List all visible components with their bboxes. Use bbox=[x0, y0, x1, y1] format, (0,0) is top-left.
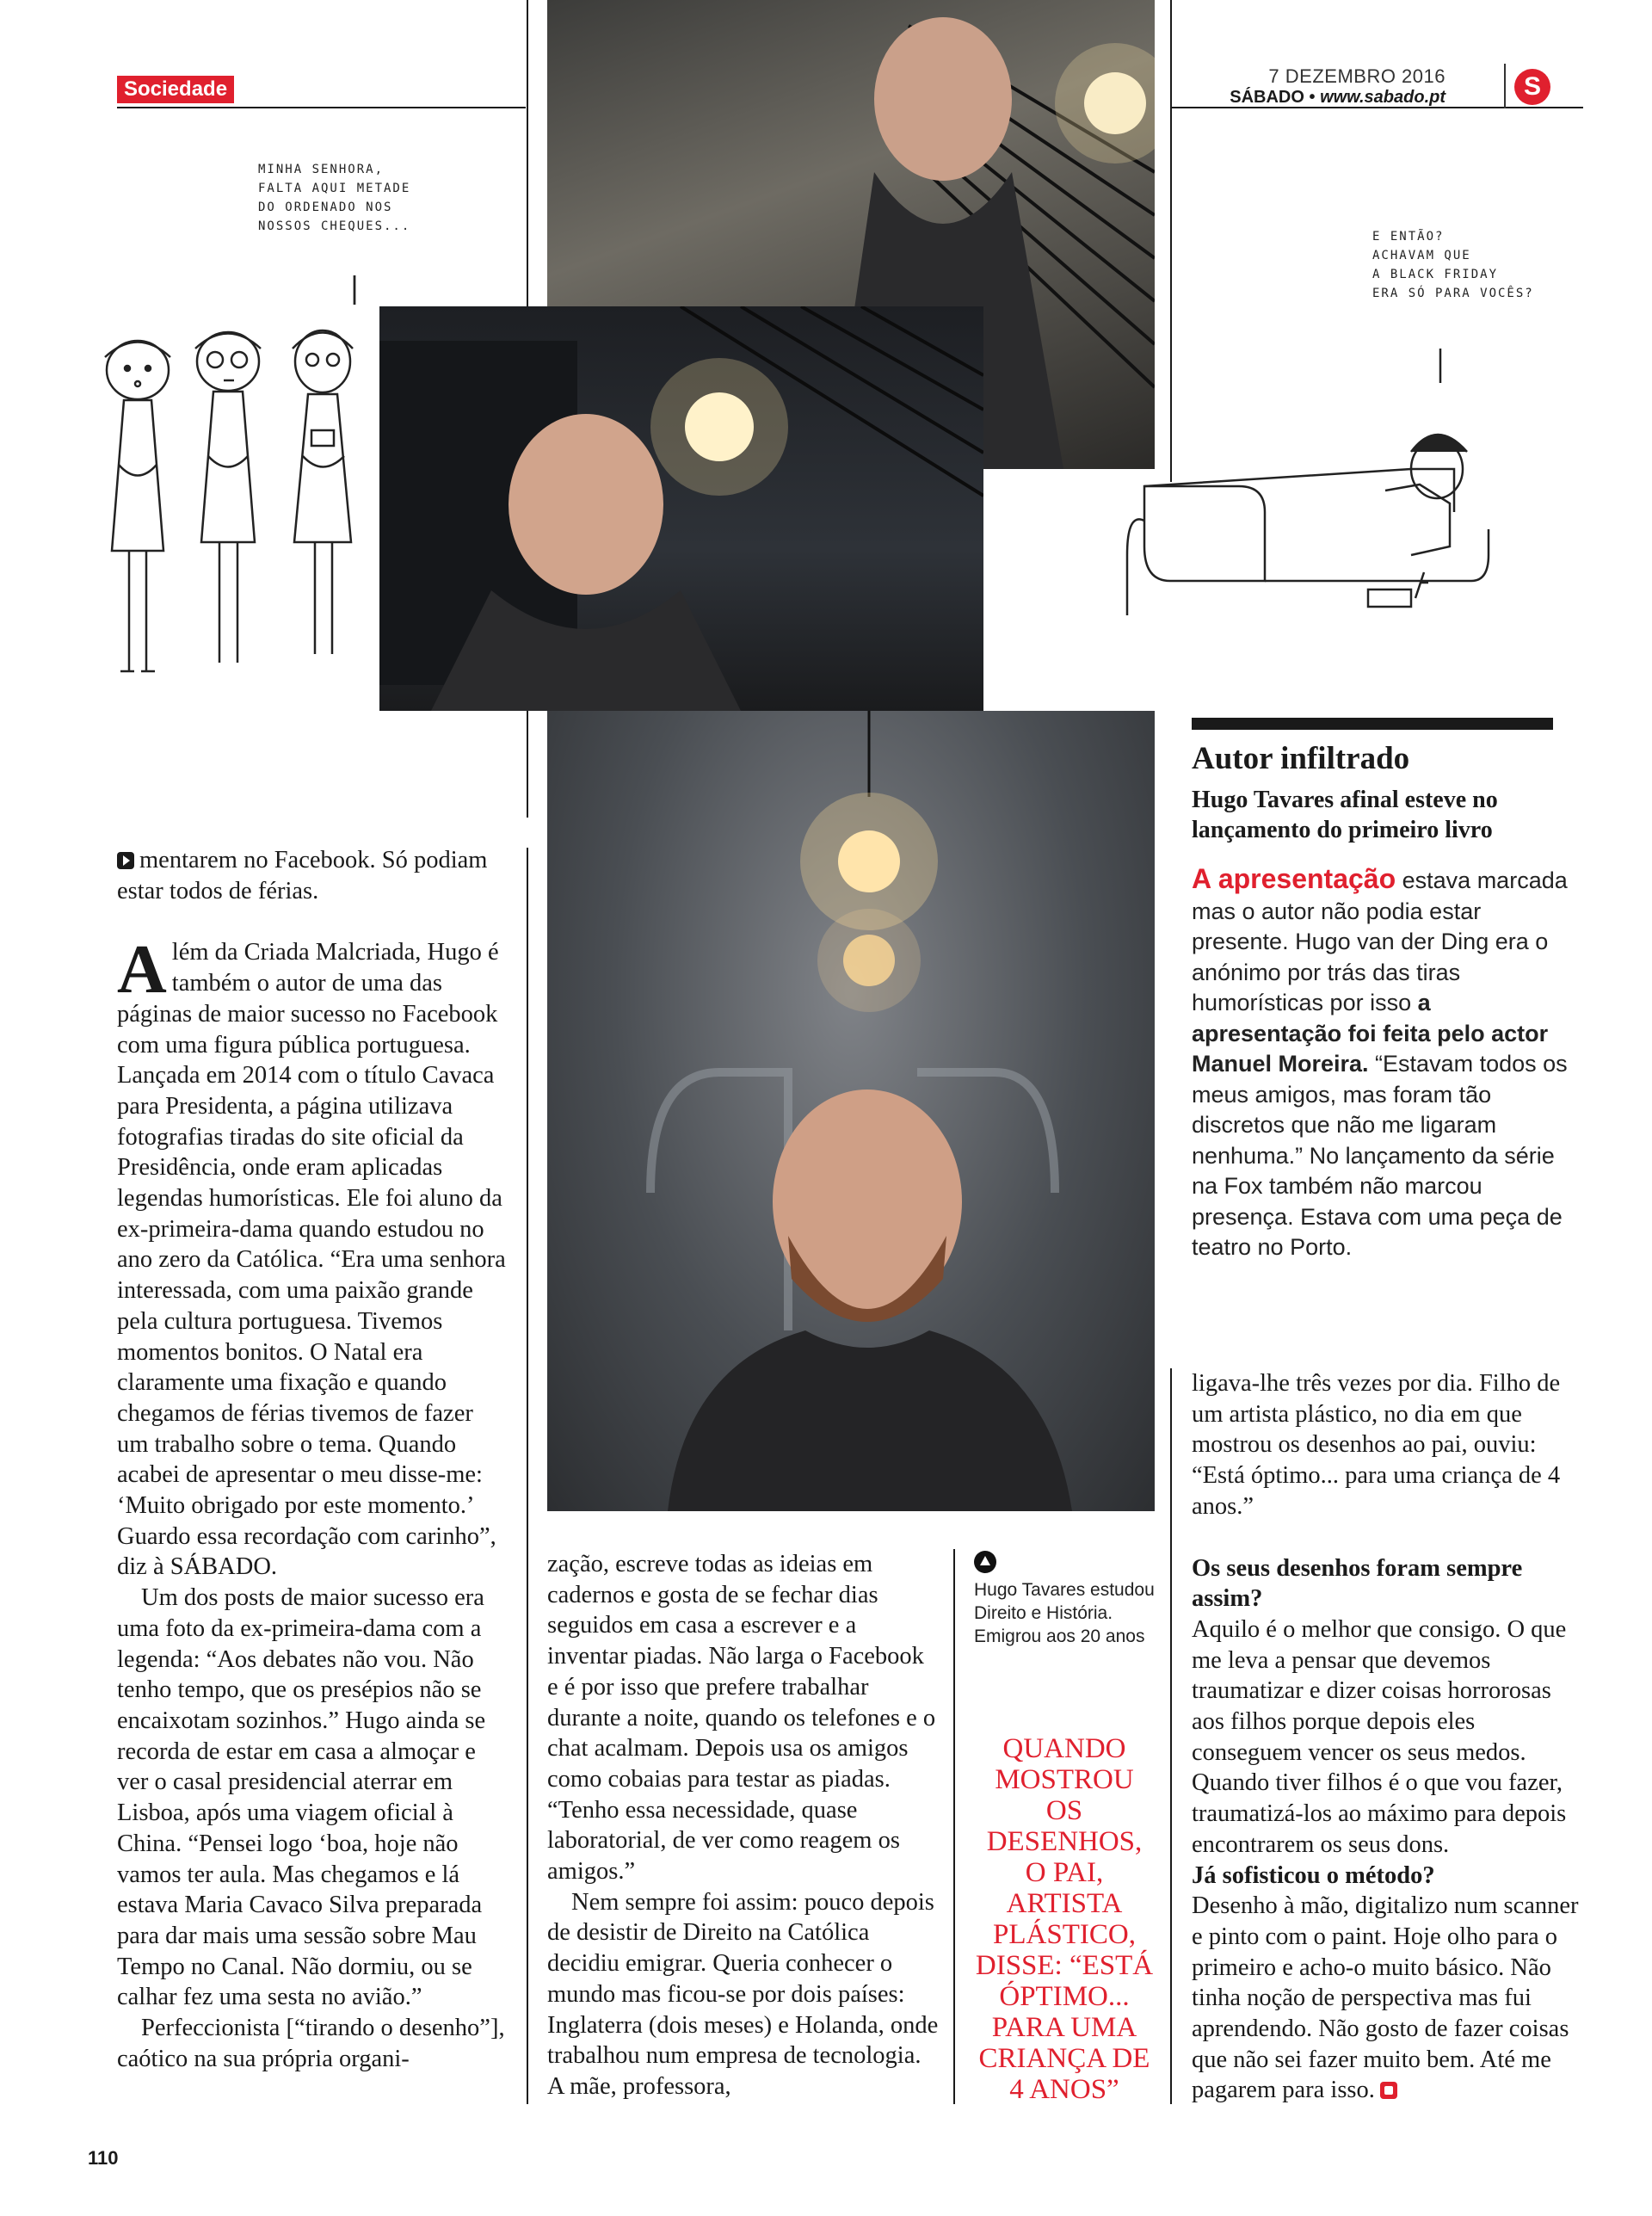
maid-figure-1 bbox=[105, 341, 170, 671]
caption-arrow-icon bbox=[974, 1551, 996, 1573]
sidebar-body-2: “Estavam todos os meus amigos, mas foram tão discretos que não me ligaram nenhuma.” No lançamento da série na Fox também não marcou presença. Estava com uma peça de teatro no Porto. bbox=[1192, 1051, 1568, 1260]
column-rule-left bbox=[527, 848, 528, 2104]
speech-line: E ENTÃO? bbox=[1372, 230, 1445, 244]
page-number: 110 bbox=[88, 2147, 119, 2169]
issue-date-block bbox=[1230, 65, 1446, 108]
publication-name: SÁBADO bbox=[1230, 88, 1304, 107]
section-tag: Sociedade bbox=[117, 76, 234, 103]
photo-caption bbox=[974, 1551, 1155, 1648]
sidebar-body bbox=[1192, 864, 1570, 1263]
continued-paragraph: mentarem no Facebook. Só podiam estar todos de férias. bbox=[117, 847, 488, 904]
photo-portrait bbox=[547, 711, 1155, 1511]
end-mark-icon bbox=[1380, 2082, 1397, 2099]
sidebar-box bbox=[1192, 740, 1570, 1263]
answer-2 bbox=[1192, 1891, 1587, 2106]
left-cartoon-maids bbox=[86, 275, 379, 680]
right-cartoon-sofa-lady bbox=[1110, 340, 1523, 624]
sabado-logo-icon: S bbox=[1514, 69, 1550, 105]
left-cartoon-speech bbox=[258, 160, 410, 236]
speech-line: ERA SÓ PARA VOCÊS? bbox=[1372, 287, 1534, 300]
sidebar-body-1: estava marcada mas o autor não podia estar presente. Hugo van der Ding era o anónimo por trás das tiras humorísticas por isso bbox=[1192, 867, 1568, 1015]
continue-arrow-icon bbox=[117, 852, 134, 869]
left-paragraph-1 bbox=[117, 932, 506, 1583]
speech-line: DO ORDENADO NOS bbox=[258, 201, 393, 214]
pull-quote: QUANDO MOSTROU OS DESENHOS, O PAI, ARTISTA PLÁSTICO, DISSE: “ESTÁ ÓPTIMO... PARA UMA CRIANÇA DE 4 ANOS” bbox=[975, 1733, 1154, 2105]
middle-article-column bbox=[547, 1549, 940, 2102]
sidebar-bold: a apresentação foi feita pelo actor Manuel Moreira. bbox=[1192, 990, 1549, 1077]
question-2: Já sofisticou o método? bbox=[1192, 1861, 1435, 1889]
logo-divider bbox=[1504, 64, 1506, 108]
question-1: Os seus desenhos foram sempre assim? bbox=[1192, 1554, 1523, 1613]
left-paragraph-3: Perfeccionista [“tirando o desenho”], caótico na sua própria organi- bbox=[117, 2015, 505, 2072]
column-rule-caption bbox=[953, 1549, 955, 2104]
issue-date: 7 DEZEMBRO 2016 bbox=[1268, 65, 1446, 87]
answer-1: Aquilo é o melhor que consigo. O que me leva a pensar que devemos traumatizar e dizer coisas horrorosas aos filhos porque depois eles conseguem vencer os seus medos. Quando tiver filhos é o que vou fazer, traumatizá-los ao máximo para depois encontrarem os seus dons. bbox=[1192, 1615, 1567, 1858]
sidebar-title: Autor infiltrado bbox=[1192, 741, 1410, 776]
photo-middle bbox=[379, 306, 983, 711]
column-rule-right bbox=[1170, 1368, 1172, 2104]
publication-website[interactable]: www.sabado.pt bbox=[1320, 88, 1446, 107]
left-paragraph-1-text: lém da Criada Malcriada, Hugo é também o autor de uma das páginas de maior sucesso no Facebook com uma figura pública portuguesa. Lançada em 2014 com o título Cavaca para Presidenta, a página utilizava fotografias tiradas do site oficial da Presidência, onde eram aplicadas legendas humorísticas. Ele foi aluno da ex-primeira-dama quando estudou no ano zero da Católica. “Era uma senhora interessada, com uma paixão grande pela cultura portuguesa. Tivemos momentos bonitos. O Natal era claramente uma fixação e quando chegamos de férias tivemos de fazer um trabalho sobre o tema. Quando acabei de apresentar o meu disse-me: ‘Muito obrigado por este momento.’ Guardo essa recordação com carinho”, diz à SÁBADO. bbox=[117, 939, 506, 1581]
maid-figure-2 bbox=[195, 332, 261, 663]
maid-figure-3 bbox=[293, 330, 353, 654]
photo-middle-scene bbox=[379, 306, 983, 711]
speech-line: A BLACK FRIDAY bbox=[1372, 268, 1499, 281]
sidebar-lead: A apresentação bbox=[1192, 863, 1396, 894]
speech-line: NOSSOS CHEQUES... bbox=[258, 219, 411, 233]
speech-line: FALTA AQUI METADE bbox=[258, 182, 411, 195]
header-rule-left bbox=[117, 107, 526, 108]
left-paragraph-2: Um dos posts de maior sucesso era uma foto da ex-primeira-dama com a legenda: “Aos debates não vou. Não tenho tempo, que os presépios não se encaixotam sozinhos.” Hugo ainda se recorda de estar em casa a almoçar e ver o casal presidencial aterrar em Lisboa, após uma viagem oficial à China. “Pensei logo ‘boa, hoje não vamos ter aula. Mas chegamos e lá estava Maria Cavaco Silva preparada para dar mais uma sessão sobre Mau Tempo no Canal. Não dormiu, ou se calhar fez uma sesta no avião.” bbox=[117, 1584, 486, 2011]
left-article-column bbox=[117, 845, 506, 2074]
right-cartoon-speech bbox=[1372, 227, 1534, 303]
middle-paragraph-2: Nem sempre foi assim: pouco depois de desistir de Direito na Católica decidiu emigrar. Queria conhecer o mundo mas ficou-se por dois países: Inglaterra (dois meses) e Holanda, onde trabalhou num empresa de tecnologia. A mãe, professora, bbox=[547, 1888, 939, 2100]
continued-text bbox=[117, 845, 506, 906]
right-paragraph-1: ligava-lhe três vezes por dia. Filho de um artista plástico, no dia em que mostrou os desenhos ao pai, ouviu: “Está óptimo... para uma criança de 4 anos.” bbox=[1192, 1370, 1561, 1520]
photo-portrait-scene bbox=[547, 711, 1155, 1511]
sidebar-top-bar bbox=[1192, 718, 1553, 730]
speech-line: MINHA SENHORA, bbox=[258, 163, 385, 176]
sidebar-subtitle: Hugo Tavares afinal esteve no lançamento do primeiro livro bbox=[1192, 787, 1498, 843]
speech-line: ACHAVAM QUE bbox=[1372, 249, 1471, 262]
middle-paragraph-1: zação, escreve todas as ideias em cadernos e gosta de se fechar dias seguidos em casa a escrever e a inventar piadas. Não larga o Facebook e é por isso que prefere trabalhar durante a noite, quando os telefones e o chat acalmam. Depois usa os amigos como cobaias para testar as piadas. “Tenho essa necessidade, quase laboratorial, de ver como reagem os amigos.” bbox=[547, 1551, 936, 1886]
right-article-column bbox=[1192, 1368, 1587, 2106]
answer-2-text: Desenho à mão, digitalizo num scanner e pinto com o paint. Hoje olho para o primeiro e acho-o muito básico. Não tinha noção de perspectiva mas fui aprendendo. Não gosto de fazer coisas que não sei fazer muito bem. Até me pagarem para isso. bbox=[1192, 1892, 1579, 2104]
drop-cap: A bbox=[117, 932, 167, 1009]
publication-line: SÁBADO • www.sabado.pt bbox=[1230, 88, 1446, 107]
caption-text: Hugo Tavares estudou Direito e História. Emigrou aos 20 anos bbox=[974, 1580, 1155, 1646]
